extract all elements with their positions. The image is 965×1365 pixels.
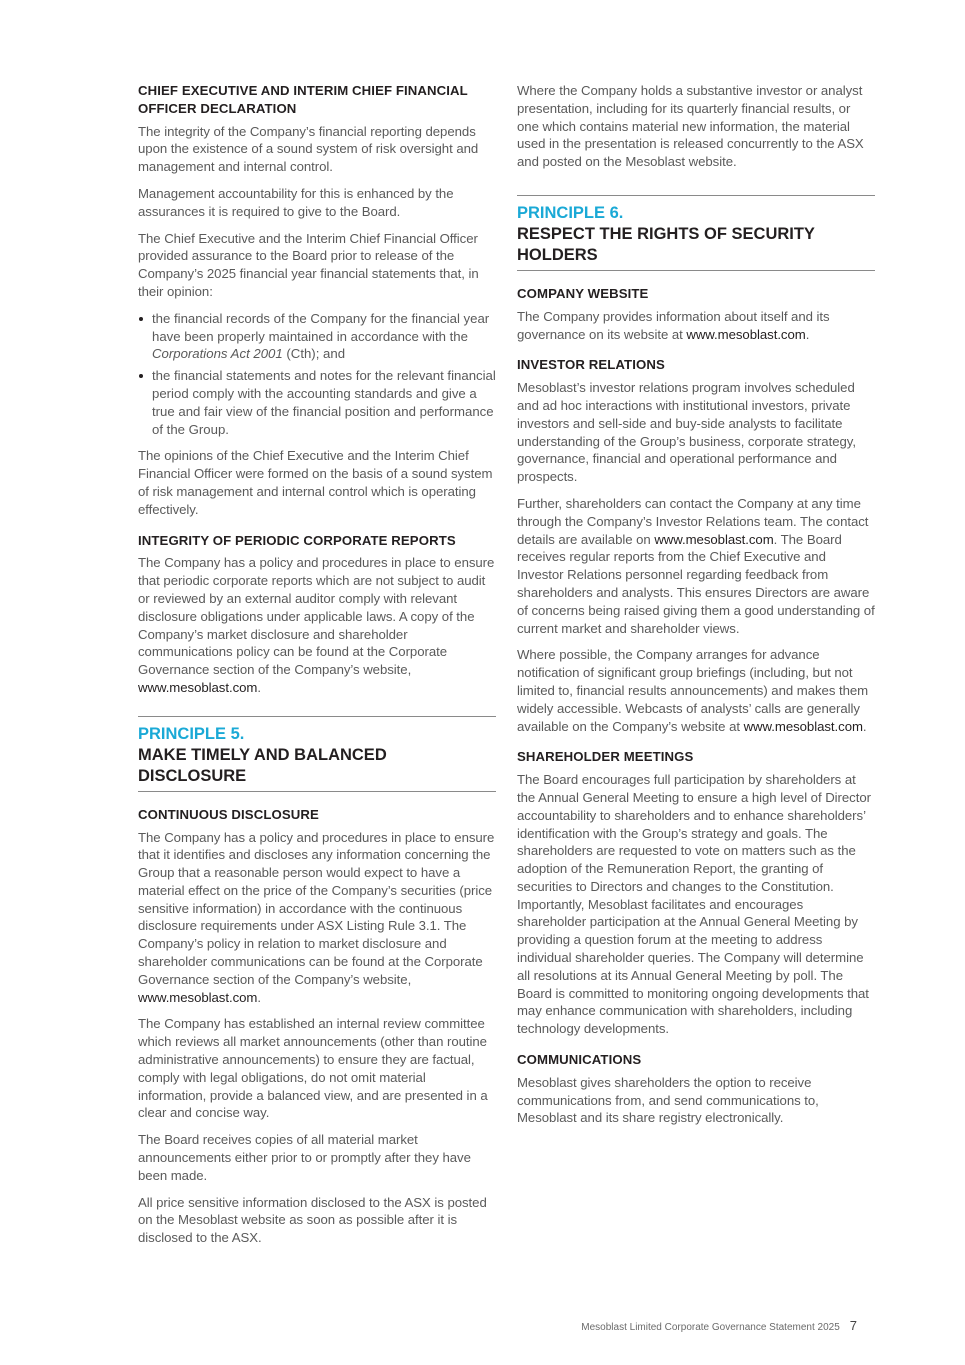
declaration-list bbox=[138, 310, 496, 439]
paragraph: The Board encourages full participation by shareholders at the Annual General Meeting to ensure a high level of Director accountability to shareholders and to enhance shareholders’ identification with the Group’s strategy and goals. The shareholders are requested to vote on matters such as the adoption of the Remuneration Report, the granting of securities to Directors and changes to the Constitution. Importantly, Mesoblast facilitates and encourages shareholder participation at the Annual General Meeting by providing a question forum at the meeting to address individual shareholder queries. The Company will determine all resolutions at its Annual General Meeting by poll. The Board is committed to monitoring ongoing developments that may enhance communication with shareholders, including technology developments. bbox=[517, 772, 871, 1037]
page-footer bbox=[581, 1318, 857, 1333]
paragraph-text: . bbox=[862, 718, 867, 734]
paragraph: All price sensitive information disclosed to the ASX is posted on the Mesoblast website as soon as possible after it is disclosed to the ASX. bbox=[138, 1194, 487, 1246]
paragraph: The Board receives copies of all material market announcements either prior to or promptly after they have been made. bbox=[138, 1132, 471, 1183]
shareholder-meetings-heading: SHAREHOLDER MEETINGS bbox=[517, 749, 694, 765]
paragraph: The integrity of the Company’s financial reporting depends upon the existence of a sound system of risk oversight and management and internal control. bbox=[138, 123, 479, 175]
paragraph-text: Where possible, the Company arranges for advance notification of significant group briefings (including, but not limited to, financial results announcements) and makes them widely accessible. Webcasts of analysts’ calls are generally available on the Company’s website at bbox=[517, 647, 869, 734]
paragraph-text: . The Board receives regular reports from the Chief Executive and Investor Relations personnel regarding feedback from shareholders and analysts. This ensures Directors are aware of concerns being raised giving them a good understanding of current market and shareholder views. bbox=[517, 531, 875, 636]
paragraph-text: The Company has a policy and procedures in place to ensure that periodic corporate reports which are not subject to audit or reviewed by an external auditor comply with relevant disclosure obligations under applicable laws. A copy of the Company’s market disclosure and shareholder communications policy can be found at the Corporate Governance section of the Company’s website, bbox=[138, 555, 495, 678]
paragraph bbox=[517, 495, 875, 637]
paragraph-text: The Company has a policy and procedures in place to ensure that it identifies and discloses any information concerning the Group that a reasonable person would expect to have a material effect on the price of the Company’s securities (price sensitive information) in accordance with the continuous disclosure requirements under ASX Listing Rule 3.1. The Company’s policy in relation to market disclosure and shareholder communications can be found at the Corporate Governance section of the Company’s website, bbox=[138, 829, 495, 987]
list-item: the financial statements and notes for the relevant financial period comply with the accounting standards and give a true and fair view of the financial position and performance of the Group. bbox=[138, 367, 496, 438]
page-number: 7 bbox=[849, 1318, 857, 1333]
website-link[interactable]: www.mesoblast.com bbox=[686, 326, 806, 342]
website-link[interactable]: www.mesoblast.com bbox=[138, 989, 258, 1005]
website-link[interactable]: www.mesoblast.com bbox=[743, 718, 863, 734]
principle-title: RESPECT THE RIGHTS OF SECURITY HOLDERS bbox=[517, 224, 815, 264]
paragraph: The Chief Executive and the Interim Chief Financial Officer provided assurance to the Board prior to release of the Company’s 2025 financial year financial statements that, in their opinion: bbox=[138, 230, 479, 299]
right-column bbox=[517, 82, 875, 1136]
principle-number: PRINCIPLE 6. bbox=[517, 203, 624, 222]
continuous-disclosure-heading: CONTINUOUS DISCLOSURE bbox=[138, 806, 319, 822]
communications-heading: COMMUNICATIONS bbox=[517, 1052, 642, 1068]
left-column bbox=[138, 82, 496, 1256]
principle-6-header bbox=[517, 195, 875, 271]
footer-title: Mesoblast Limited Corporate Governance Statement 2025 bbox=[581, 1322, 840, 1333]
list-item-text: (Cth); and bbox=[282, 346, 346, 362]
list-item-text: the financial records of the Company for the financial year have been properly maintained in accordance with the bbox=[152, 310, 490, 344]
paragraph-text: . bbox=[805, 326, 810, 342]
paragraph-text: . bbox=[257, 679, 261, 695]
paragraph: Mesoblast’s investor relations program involves scheduled and ad hoc interactions with institutional investors, private investors and sell-side and buy-side analysts to facilitate understanding of the Group’s business, corporate strategy, governance, financial and operational performance and prospects. bbox=[517, 380, 856, 485]
paragraph: Management accountability for this is enhanced by the assurances it is required to give to the Board. bbox=[138, 185, 454, 219]
website-link[interactable]: www.mesoblast.com bbox=[654, 531, 774, 547]
company-website-heading: COMPANY WEBSITE bbox=[517, 285, 649, 301]
paragraph bbox=[517, 308, 875, 344]
paragraph: The opinions of the Chief Executive and the Interim Chief Financial Officer were formed on the basis of a sound system of risk management and internal control which is operating effectively. bbox=[138, 448, 493, 517]
integrity-heading: INTEGRITY OF PERIODIC CORPORATE REPORTS bbox=[138, 532, 456, 548]
paragraph-text: Further, shareholders can contact the Company at any time through the Company’s Investor Relations team. The contact details are available on bbox=[517, 495, 869, 547]
principle-5-header bbox=[138, 716, 496, 792]
website-link[interactable]: www.mesoblast.com bbox=[138, 679, 258, 695]
act-name: Corporations Act 2001 bbox=[152, 346, 283, 362]
paragraph bbox=[138, 829, 496, 1007]
principle-number: PRINCIPLE 5. bbox=[138, 724, 245, 743]
paragraph: Mesoblast gives shareholders the option to receive communications from, and send communications to, Mesoblast and its share registry electronically. bbox=[517, 1074, 819, 1126]
paragraph: The Company has established an internal review committee which reviews all market announcements (other than routine administrative announcements) to ensure they are factual, comply with legal obligations, do not omit material information, provide a balanced view, and are presented in a clear and concise way. bbox=[138, 1016, 488, 1121]
paragraph bbox=[517, 646, 875, 735]
ceo-declaration-heading: CHIEF EXECUTIVE AND INTERIM CHIEF FINANCIAL OFFICER DECLARATION bbox=[138, 83, 468, 116]
investor-relations-heading: INVESTOR RELATIONS bbox=[517, 357, 665, 373]
paragraph-text: . bbox=[257, 989, 261, 1005]
paragraph-text: The Company provides information about itself and its governance on its website at bbox=[517, 308, 830, 342]
list-item bbox=[138, 310, 496, 363]
paragraph: Where the Company holds a substantive investor or analyst presentation, including for its quarterly financial results, or one which contains material new information, the material used in the presentation is released concurrently to the ASX and posted on the Mesoblast website. bbox=[517, 83, 864, 170]
paragraph bbox=[138, 554, 496, 696]
principle-title: MAKE TIMELY AND BALANCED DISCLOSURE bbox=[138, 745, 387, 785]
